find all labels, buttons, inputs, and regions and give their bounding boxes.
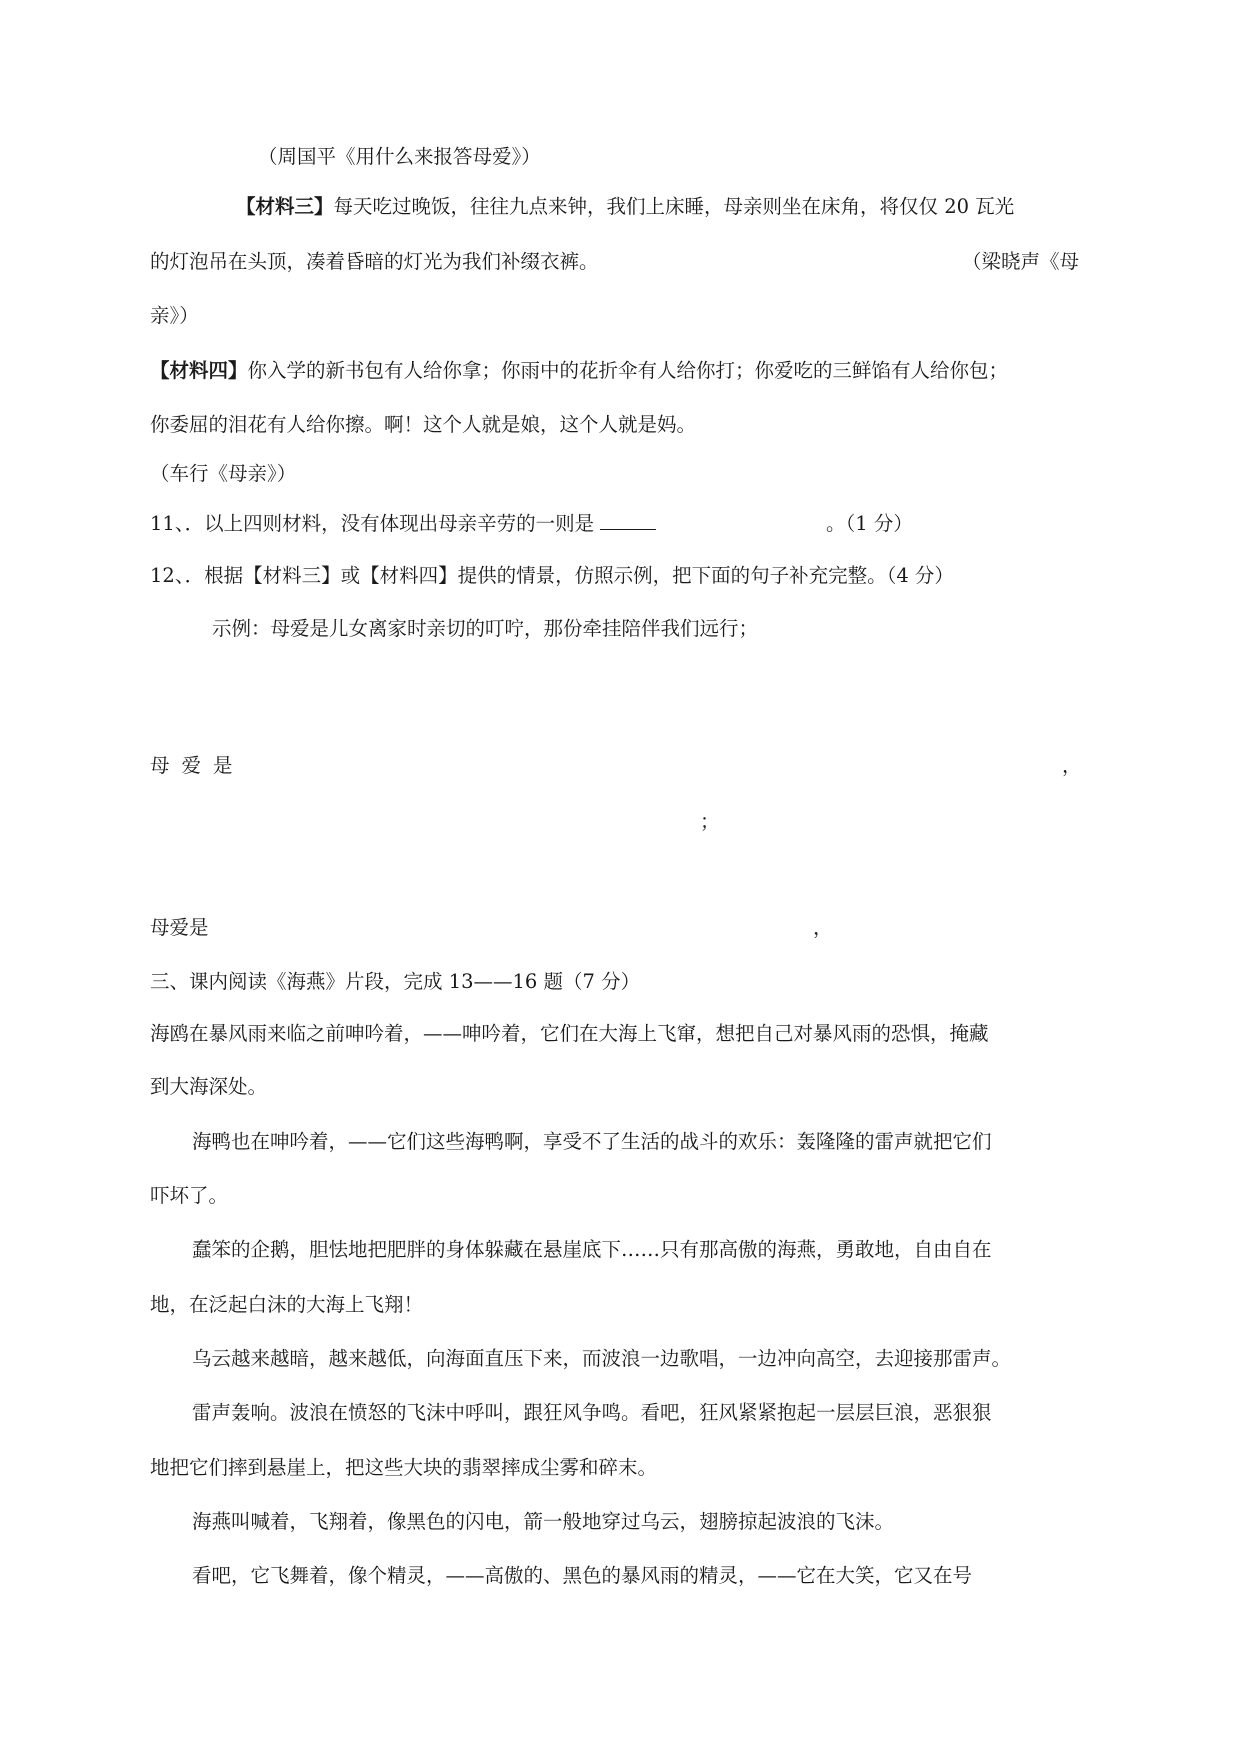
material3-tag: 【材料三】: [236, 195, 334, 218]
passage-line: 到大海深处。: [150, 1075, 268, 1098]
passage-line: 地把它们摔到悬崖上，把这些大块的翡翠摔成尘雾和碎末。: [150, 1456, 658, 1479]
q12-answer2-comma: ，: [813, 916, 833, 939]
question-11: [150, 510, 662, 538]
passage-line: 地，在泛起白沫的大海上飞翔！: [150, 1293, 424, 1316]
material4-tag: 【材料四】: [150, 359, 248, 382]
passage-line: 海鸭也在呻吟着，——它们这些海鸭啊，享受不了生活的战斗的欢乐：轰隆隆的雷声就把它们: [192, 1130, 992, 1153]
passage-line: 吓坏了。: [150, 1184, 229, 1207]
material4-line1: [150, 357, 1008, 385]
q11-answer-blank[interactable]: [600, 511, 656, 530]
q12-answer1-prefix: 母爱是: [150, 754, 245, 777]
material3-source-part1: （梁晓声《母: [962, 250, 1080, 273]
passage-line: 乌云越来越暗，越来越低，向海面直压下来，而波浪一边歌唱，一边冲向高空，去迎接那雷声。: [192, 1347, 1012, 1370]
material3-text1: 每天吃过晚饭，往往九点来钟，我们上床睡，母亲则坐在床角，将仅仅 20 瓦光: [333, 195, 1015, 218]
q12-answer1-semicolon: ；: [700, 810, 720, 833]
q12-answer1-comma: ，: [1062, 754, 1082, 777]
q11-suffix: 。（1 分）: [826, 512, 913, 535]
passage-line: 蠢笨的企鹅，胆怯地把肥胖的身体躲藏在悬崖底下……只有那高傲的海燕，勇敢地，自由自在: [192, 1238, 992, 1261]
passage-line: 海鸥在暴风雨来临之前呻吟着，——呻吟着，它们在大海上飞窜，想把自己对暴风雨的恐惧，掩藏: [150, 1022, 989, 1045]
material4-line2: 你委屈的泪花有人给你擦。啊！这个人就是娘，这个人就是妈。: [150, 413, 697, 436]
material4-source: （车行《母亲》）: [150, 462, 297, 485]
passage-line: 海燕叫喊着，飞翔着，像黑色的闪电，箭一般地穿过乌云，翅膀掠起波浪的飞沫。: [192, 1510, 895, 1533]
material3-line1: [236, 193, 1014, 221]
passage-line: 雷声轰响。波浪在愤怒的飞沫中呼叫，跟狂风争鸣。看吧，狂风紧紧抱起一层层巨浪，恶狠狠: [192, 1401, 992, 1424]
q12-answer2-prefix: 母爱是: [150, 916, 209, 939]
q11-prefix: 11、．以上四则材料，没有体现出母亲辛劳的一则是: [150, 512, 595, 535]
q12-example: 示例：母爱是儿女离家时亲切的叮咛，那份牵挂陪伴我们远行；: [212, 617, 759, 640]
material4-text1: 你入学的新书包有人给你拿；你雨中的花折伞有人给你打；你爱吃的三鲜馅有人给你包；: [247, 359, 1009, 382]
material2-source: （周国平《用什么来报答母爱》）: [258, 145, 541, 168]
material3-source-part2: 亲》）: [150, 304, 199, 327]
question-12: 12、．根据【材料三】或【材料四】提供的情景，仿照示例，把下面的句子补充完整。（4 分）: [150, 564, 954, 587]
section3-heading: 三、课内阅读《海燕》片段，完成 13——16 题（7 分）: [150, 970, 641, 993]
passage-line: 看吧，它飞舞着，像个精灵，——高傲的、黑色的暴风雨的精灵，——它在大笑，它又在号: [192, 1564, 973, 1587]
material3-line2: 的灯泡吊在头顶，凑着昏暗的灯光为我们补缀衣裤。: [150, 250, 599, 273]
